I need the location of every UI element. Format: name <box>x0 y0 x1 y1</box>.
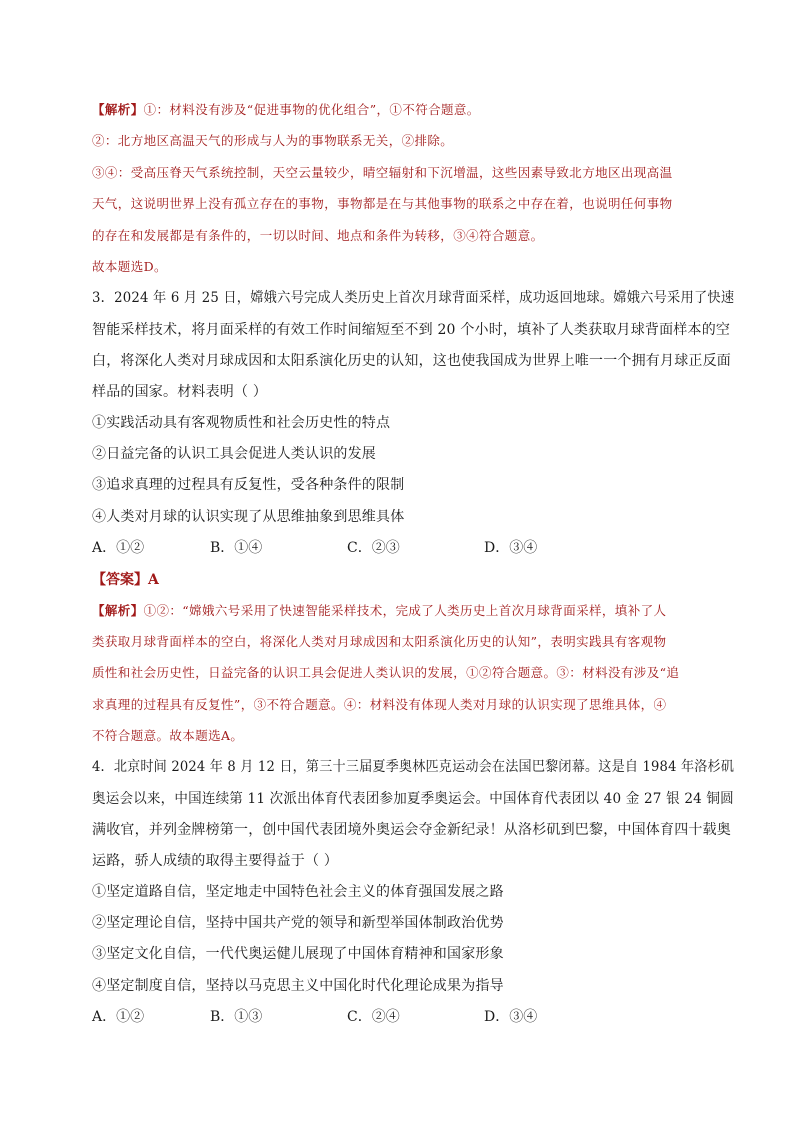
q3-option-c: C．②③ <box>347 540 400 556</box>
q2-analysis-line-3: ③④：受高压脊天气系统控制，天空云量较少，晴空辐射和下沉增温，这些因素导致北方地区出现高温 <box>92 165 673 180</box>
q3-item-4: ④人类对月球的认识实现了从思维抽象到思维具体 <box>92 509 405 525</box>
analysis-tag: 【解析】 <box>92 102 144 117</box>
q3-stem-line-2: 智能采样技术，将月面采样的有效工作时间缩短至不到 20 个小时，填补了人类获取月球背面样本的空 <box>92 322 731 338</box>
q4-option-d: D．③④ <box>484 1009 538 1025</box>
q4-stem-line-1: 4．北京时间 2024 年 8 月 12 日，第三十三届夏季奥林匹克运动会在法国巴黎闭幕。这是自 1984 年洛杉矶 <box>92 759 735 775</box>
q2-analysis-line-5: 的存在和发展都是有条件的，一切以时间、地点和条件为转移，③④符合题意。 <box>92 228 544 243</box>
q4-option-c: C．②④ <box>347 1009 400 1025</box>
q2-analysis-text-1: ①：材料没有涉及“促进事物的优化组合”，①不符合题意。 <box>143 102 480 117</box>
q4-stem-line-3: 满收官，并列金牌榜第一，创中国代表团境外奥运会夺金新纪录！从洛杉矶到巴黎，中国体育四十载奥 <box>92 822 731 838</box>
q3-stem-line-3: 白，将深化人类对月球成因和太阳系演化历史的认知，这也使我国成为世界上唯一一个拥有月球正反面 <box>92 353 731 369</box>
q4-item-3: ③坚定文化自信，一代代奥运健儿展现了中国体育精神和国家形象 <box>92 946 504 962</box>
q4-stem-line-4: 运路，骄人成绩的取得主要得益于（ ） <box>92 853 339 869</box>
q3-analysis-text-1: ①②：“嫦娥六号采用了快速智能采样技术，完成了人类历史上首次月球背面采样，填补了人 <box>143 603 667 618</box>
q4-item-1: ①坚定道路自信，坚定地走中国特色社会主义的体育强国发展之路 <box>92 884 504 900</box>
q3-analysis-line-1 <box>92 601 666 621</box>
q3-answer: 【答案】A <box>92 572 159 588</box>
q4-option-a: A．①② <box>92 1009 145 1025</box>
q4-item-4: ④坚定制度自信，坚持以马克思主义中国化时代化理论成果为指导 <box>92 978 504 994</box>
q2-analysis-line-6: 故本题选D。 <box>92 259 167 274</box>
q3-analysis-line-2: 类获取月球背面样本的空白，将深化人类对月球成因和太阳系演化历史的认知”，表明实践具有客观物 <box>92 634 667 649</box>
q3-item-3: ③追求真理的过程具有反复性，受各种条件的限制 <box>92 477 405 493</box>
analysis-tag: 【解析】 <box>92 603 144 618</box>
q3-stem-line-4: 样品的国家。材料表明（ ） <box>92 384 268 400</box>
q3-analysis-line-3: 质性和社会历史性，日益完备的认识工具会促进人类认识的发展，①②符合题意。③：材料没有涉及“追 <box>92 665 680 680</box>
q4-option-b: B．①③ <box>210 1009 263 1025</box>
q2-analysis-line-2: ②：北方地区高温天气的形成与人为的事物联系无关，②排除。 <box>92 133 454 148</box>
q3-item-1: ①实践活动具有客观物质性和社会历史性的特点 <box>92 415 391 431</box>
q4-item-2: ②坚定理论自信，坚持中国共产党的领导和新型举国体制政治优势 <box>92 915 504 931</box>
q2-analysis-line-4: 天气，这说明世界上没有孤立存在的事物，事物都是在与其他事物的联系之中存在着，也说明任何事物 <box>92 196 673 211</box>
q4-stem-line-2: 奥运会以来，中国连续第 11 次派出体育代表团参加夏季奥运会。中国体育代表团以 40 金 27 银 24 铜圆 <box>92 791 734 807</box>
q3-item-2: ②日益完备的认识工具会促进人类认识的发展 <box>92 446 376 462</box>
q3-option-d: D．③④ <box>484 540 538 556</box>
q3-option-a: A．①② <box>92 540 145 556</box>
q3-stem-line-1: 3．2024 年 6 月 25 日，嫦娥六号完成人类历史上首次月球背面采样，成功返回地球。嫦娥六号采用了快速 <box>92 290 735 306</box>
q2-analysis-line-1 <box>92 100 480 120</box>
q3-analysis-line-4: 求真理的过程具有反复性”，③不符合题意。④：材料没有体现人类对月球的认识实现了思维具体，④ <box>92 697 667 712</box>
q3-option-b: B．①④ <box>210 540 263 556</box>
q3-analysis-line-5: 不符合题意。故本题选A。 <box>92 728 244 743</box>
